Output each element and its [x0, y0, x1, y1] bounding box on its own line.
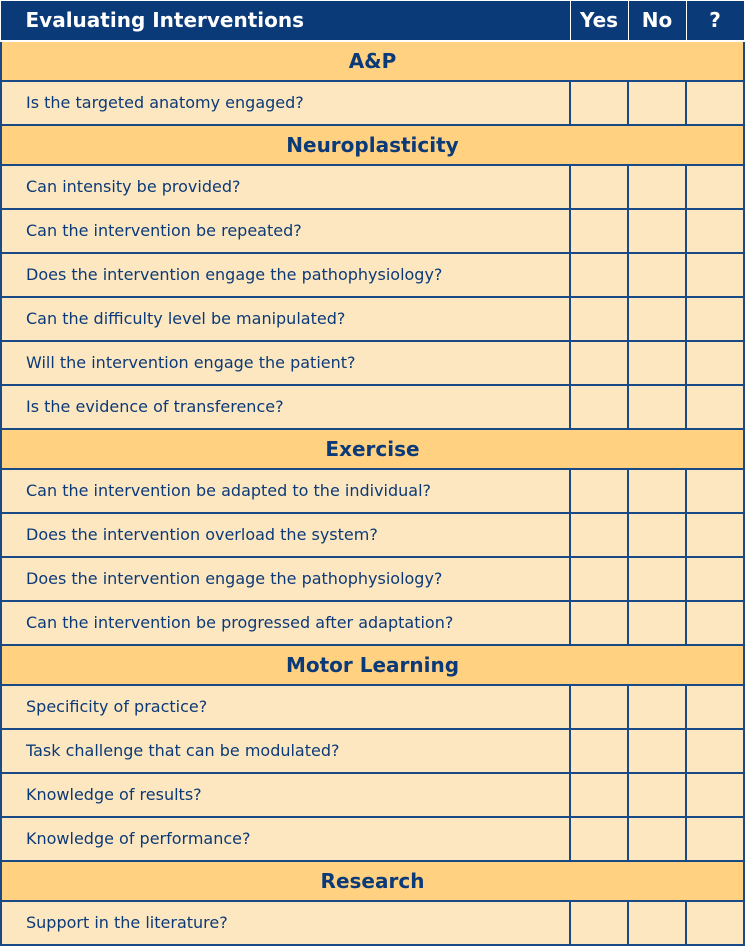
- unsure-checkbox-cell[interactable]: [686, 209, 744, 253]
- question-text: Specificity of practice?: [1, 685, 570, 729]
- question-row: [1, 817, 744, 861]
- yes-checkbox-cell[interactable]: [570, 385, 628, 429]
- question-row: [1, 209, 744, 253]
- yes-column-header: Yes: [570, 1, 628, 41]
- question-text: Can the intervention be repeated?: [1, 209, 570, 253]
- question-text: Will the intervention engage the patient?: [1, 341, 570, 385]
- unsure-checkbox-cell[interactable]: [686, 165, 744, 209]
- unsure-checkbox-cell[interactable]: [686, 729, 744, 773]
- question-row: [1, 297, 744, 341]
- yes-checkbox-cell[interactable]: [570, 209, 628, 253]
- no-checkbox-cell[interactable]: [628, 341, 686, 385]
- no-checkbox-cell[interactable]: [628, 557, 686, 601]
- unsure-checkbox-cell[interactable]: [686, 773, 744, 817]
- no-checkbox-cell[interactable]: [628, 209, 686, 253]
- question-row: [1, 901, 744, 945]
- yes-checkbox-cell[interactable]: [570, 81, 628, 125]
- unsure-checkbox-cell[interactable]: [686, 81, 744, 125]
- question-text: Is the targeted anatomy engaged?: [1, 81, 570, 125]
- section-title: Motor Learning: [1, 645, 744, 685]
- question-text: Can the difficulty level be manipulated?: [1, 297, 570, 341]
- question-row: [1, 469, 744, 513]
- question-text: Does the intervention overload the system?: [1, 513, 570, 557]
- yes-checkbox-cell[interactable]: [570, 513, 628, 557]
- no-checkbox-cell[interactable]: [628, 685, 686, 729]
- yes-checkbox-cell[interactable]: [570, 817, 628, 861]
- no-checkbox-cell[interactable]: [628, 773, 686, 817]
- question-row: [1, 773, 744, 817]
- unsure-checkbox-cell[interactable]: [686, 817, 744, 861]
- table-title: Evaluating Interventions: [1, 1, 570, 41]
- no-checkbox-cell[interactable]: [628, 165, 686, 209]
- unsure-column-header: ?: [686, 1, 744, 41]
- no-checkbox-cell[interactable]: [628, 469, 686, 513]
- section-title: Neuroplasticity: [1, 125, 744, 165]
- yes-checkbox-cell[interactable]: [570, 557, 628, 601]
- section-title: Research: [1, 861, 744, 901]
- yes-checkbox-cell[interactable]: [570, 901, 628, 945]
- unsure-checkbox-cell[interactable]: [686, 685, 744, 729]
- yes-checkbox-cell[interactable]: [570, 341, 628, 385]
- question-row: [1, 385, 744, 429]
- section-header-row: [1, 645, 744, 685]
- no-checkbox-cell[interactable]: [628, 601, 686, 645]
- section-header-row: [1, 429, 744, 469]
- question-row: [1, 341, 744, 385]
- unsure-checkbox-cell[interactable]: [686, 385, 744, 429]
- no-checkbox-cell[interactable]: [628, 729, 686, 773]
- question-text: Is the evidence of transference?: [1, 385, 570, 429]
- question-row: [1, 165, 744, 209]
- section-title: Exercise: [1, 429, 744, 469]
- no-checkbox-cell[interactable]: [628, 513, 686, 557]
- no-checkbox-cell[interactable]: [628, 817, 686, 861]
- no-checkbox-cell[interactable]: [628, 297, 686, 341]
- question-row: [1, 253, 744, 297]
- question-text: Can intensity be provided?: [1, 165, 570, 209]
- unsure-checkbox-cell[interactable]: [686, 469, 744, 513]
- section-title: A&P: [1, 41, 744, 81]
- table-header-row: [1, 1, 744, 41]
- unsure-checkbox-cell[interactable]: [686, 513, 744, 557]
- yes-checkbox-cell[interactable]: [570, 729, 628, 773]
- unsure-checkbox-cell[interactable]: [686, 557, 744, 601]
- question-row: [1, 685, 744, 729]
- no-checkbox-cell[interactable]: [628, 253, 686, 297]
- yes-checkbox-cell[interactable]: [570, 773, 628, 817]
- question-text: Support in the literature?: [1, 901, 570, 945]
- question-text: Can the intervention be adapted to the individual?: [1, 469, 570, 513]
- question-text: Does the intervention engage the pathophysiology?: [1, 557, 570, 601]
- section-header-row: [1, 41, 744, 81]
- unsure-checkbox-cell[interactable]: [686, 601, 744, 645]
- no-column-header: No: [628, 1, 686, 41]
- question-text: Knowledge of performance?: [1, 817, 570, 861]
- question-row: [1, 729, 744, 773]
- section-header-row: [1, 861, 744, 901]
- question-text: Can the intervention be progressed after adaptation?: [1, 601, 570, 645]
- no-checkbox-cell[interactable]: [628, 385, 686, 429]
- yes-checkbox-cell[interactable]: [570, 685, 628, 729]
- yes-checkbox-cell[interactable]: [570, 601, 628, 645]
- unsure-checkbox-cell[interactable]: [686, 297, 744, 341]
- question-row: [1, 601, 744, 645]
- section-header-row: [1, 125, 744, 165]
- question-text: Knowledge of results?: [1, 773, 570, 817]
- unsure-checkbox-cell[interactable]: [686, 341, 744, 385]
- yes-checkbox-cell[interactable]: [570, 165, 628, 209]
- no-checkbox-cell[interactable]: [628, 81, 686, 125]
- question-row: [1, 557, 744, 601]
- table-body: [1, 41, 744, 945]
- no-checkbox-cell[interactable]: [628, 901, 686, 945]
- question-row: [1, 513, 744, 557]
- unsure-checkbox-cell[interactable]: [686, 253, 744, 297]
- yes-checkbox-cell[interactable]: [570, 469, 628, 513]
- yes-checkbox-cell[interactable]: [570, 253, 628, 297]
- unsure-checkbox-cell[interactable]: [686, 901, 744, 945]
- yes-checkbox-cell[interactable]: [570, 297, 628, 341]
- question-row: [1, 81, 744, 125]
- question-text: Task challenge that can be modulated?: [1, 729, 570, 773]
- question-text: Does the intervention engage the pathophysiology?: [1, 253, 570, 297]
